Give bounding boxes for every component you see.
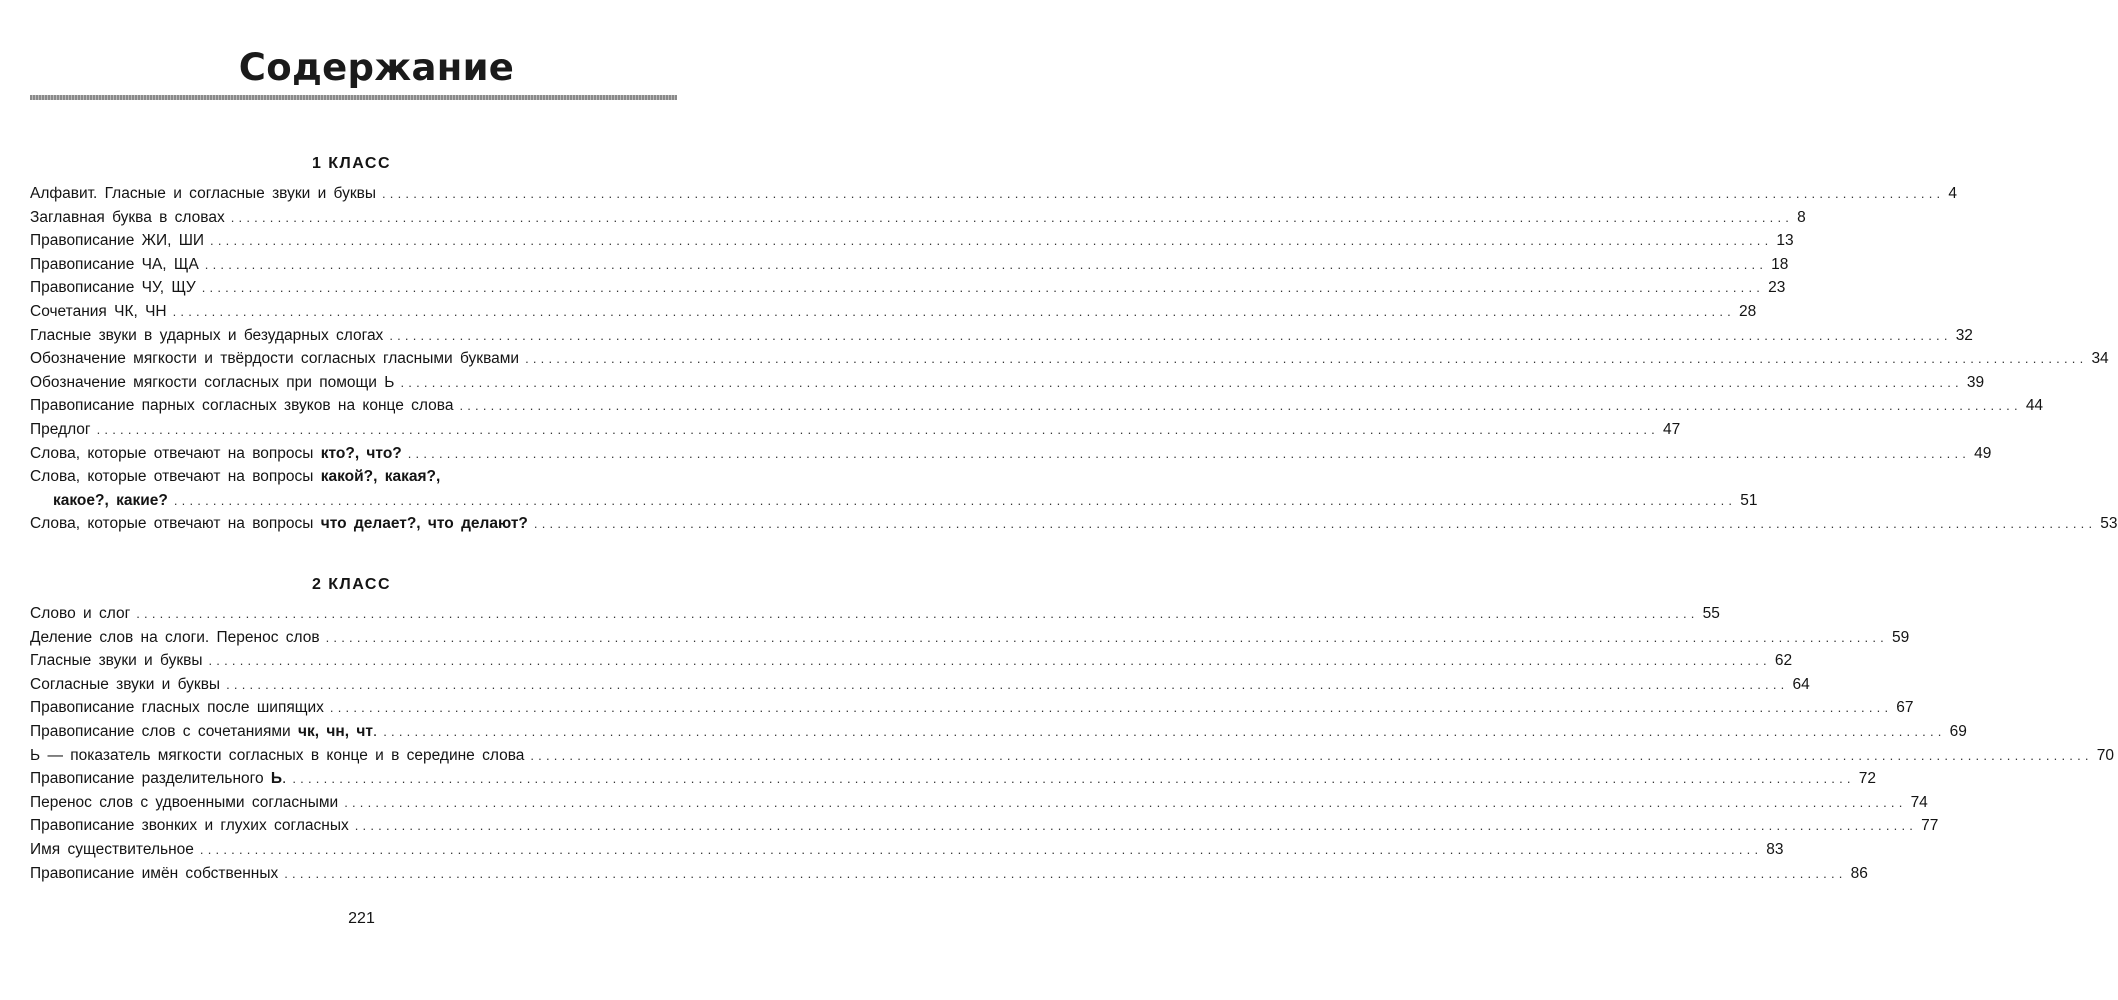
dot-leader: ........................................................................................................................................................................................................ (525, 351, 2088, 367)
toc-entry-text-part: . (282, 770, 287, 788)
toc-entry-title (30, 350, 519, 368)
toc-entry-title (30, 817, 349, 835)
toc-entry-text-part: Имя существительное (30, 840, 194, 858)
dot-leader: ........................................................................................................................................................................................................ (96, 421, 1659, 437)
toc-entry-page-number: 13 (1776, 232, 1794, 250)
toc-entry-text-part: Правописание имён собственных (30, 864, 279, 882)
dot-leader: ........................................................................................................................................................................................................ (381, 186, 1945, 201)
dot-leader: ........................................................................................................................................................................................................ (199, 841, 1763, 857)
toc-entry-text-part: Правописание парных согласных звуков на конце слова (30, 397, 454, 415)
toc-entry[interactable] (30, 373, 1985, 398)
dot-leader: ........................................................................................................................................................................................................ (344, 794, 1907, 810)
toc-entry[interactable] (30, 326, 1973, 351)
dot-leader: ........................................................................................................................................................................................................ (136, 606, 1699, 621)
toc-entry[interactable] (30, 605, 1720, 629)
toc-entry-title (30, 445, 402, 463)
dot-leader: ........................................................................................................................................................................................................ (400, 374, 1963, 390)
toc-entry-text-part: Согласные звуки и буквы (30, 675, 221, 693)
toc-entry[interactable] (30, 255, 1789, 280)
toc-entry-text-part: Гласные звуки и буквы (30, 652, 203, 670)
toc-list-grade-2 (30, 605, 2114, 888)
toc-entry-page-number: 39 (1966, 373, 1985, 391)
toc-entry-text-part: Слово и слог (30, 605, 131, 622)
toc-entry-text-part: Правописание гласных после шипящих (30, 699, 324, 717)
dot-leader: ........................................................................................................................................................................................................ (354, 818, 1918, 834)
dot-leader: ........................................................................................................................................................................................................ (459, 398, 2022, 414)
toc-list-grade-1 (30, 185, 2118, 539)
dot-leader: ........................................................................................................................................................................................................ (173, 492, 1737, 508)
toc-entry-text-part: Правописание слов с сочетаниями (30, 722, 298, 740)
dot-leader: ........................................................................................................................................................................................................ (226, 676, 1789, 692)
dot-leader: ........................................................................................................................................................................................................ (230, 209, 1794, 225)
toc-entry[interactable] (30, 302, 1757, 327)
toc-entry-page-number: 8 (1797, 208, 1806, 226)
toc-entry-title (30, 515, 528, 533)
toc-entry-title (30, 256, 199, 274)
toc-entry[interactable] (30, 793, 1928, 818)
toc-entry-bold-term: какое?, какие? (53, 491, 168, 509)
toc-entry[interactable] (30, 420, 1681, 445)
toc-entry-title (30, 629, 320, 647)
dot-leader: ........................................................................................................................................................................................................ (329, 700, 1893, 716)
toc-entry[interactable] (30, 185, 1957, 209)
toc-entry-page-number: 28 (1739, 302, 1757, 320)
page-number: 221 (348, 910, 375, 927)
toc-entry-bold-term: кто?, что? (320, 444, 402, 462)
toc-entry[interactable] (30, 208, 1806, 233)
dot-leader: ........................................................................................................................................................................................................ (284, 865, 1847, 881)
toc-entry[interactable] (30, 746, 2114, 771)
toc-entry-title (30, 232, 204, 250)
toc-entry-text-part: Правописание ЖИ, ШИ (30, 232, 205, 250)
toc-entry-text-part: Обозначение мягкости согласных при помощи Ь (30, 373, 395, 391)
dot-leader: ........................................................................................................................................................................................................ (325, 629, 1888, 645)
toc-entry-page-number: 62 (1774, 652, 1793, 670)
toc-entry-page-number: 77 (1921, 817, 1939, 835)
toc-entry-page-number: 34 (2091, 350, 2109, 368)
toc-entry-text-part: . (372, 722, 378, 740)
toc-entry-title (30, 468, 440, 486)
section-heading-grade-2: 2 КЛАСС (311, 576, 392, 593)
dot-leader: ........................................................................................................................................................................................................ (292, 771, 1855, 787)
toc-entry-page-number: 23 (1768, 279, 1786, 297)
toc-entry-title (30, 865, 278, 883)
toc-entry-text-part: Перенос слов с удвоенными согласными (30, 793, 339, 811)
toc-entry-page-number: 69 (1949, 722, 1967, 740)
toc-entry-text-part: Слова, которые отвечают на вопросы (30, 515, 321, 533)
toc-entry[interactable] (30, 468, 1758, 515)
toc-entry-page-number: 64 (1792, 675, 1810, 693)
toc-entry[interactable] (30, 397, 2044, 421)
toc-entry[interactable] (30, 722, 1967, 747)
toc-entry-page-number: 59 (1891, 628, 1910, 646)
toc-entry-page-number: 51 (1740, 491, 1758, 509)
toc-entry[interactable] (30, 675, 1810, 700)
toc-entry-text-part: Деление слов на слоги. Перенос слов (30, 628, 320, 646)
toc-entry-title (30, 699, 324, 717)
toc-entry[interactable] (30, 279, 1786, 303)
toc-entry-page-number: 72 (1858, 770, 1876, 788)
toc-entry-text-part: Обозначение мягкости и твёрдости согласных гласными буквами (30, 350, 520, 368)
dot-leader: ........................................................................................................................................................................................................ (530, 747, 2093, 763)
toc-entry-title (30, 185, 376, 203)
page-title: Содержание (238, 46, 515, 89)
toc-entry-bold-term: чк, чн, чт (297, 722, 373, 740)
dot-leader: ........................................................................................................................................................................................................ (201, 280, 1765, 296)
toc-entry[interactable] (30, 232, 1794, 256)
dot-leader: ........................................................................................................................................................................................................ (407, 445, 1971, 461)
dot-leader: ........................................................................................................................................................................................................ (204, 256, 1768, 272)
toc-entry[interactable] (30, 350, 2109, 374)
toc-entry-text-part: Правописание звонких и глухих согласных (30, 817, 349, 835)
toc-entry-page-number: 83 (1766, 840, 1784, 858)
dot-leader: ........................................................................................................................................................................................................ (533, 516, 2097, 532)
dot-leader: ........................................................................................................................................................................................................ (383, 723, 1946, 739)
dot-leader: ........................................................................................................................................................................................................ (210, 233, 1773, 249)
toc-entry-page-number: 86 (1850, 864, 1868, 882)
toc-entry-title (30, 652, 202, 670)
toc-entry-title-continued (53, 492, 168, 510)
toc-entry-title (30, 770, 286, 788)
toc-entry-page-number: 32 (1955, 326, 1973, 344)
toc-entry-title (30, 209, 225, 227)
toc-entry-title (30, 397, 453, 415)
toc-entry-title (30, 676, 220, 694)
toc-entry[interactable] (30, 864, 1868, 889)
toc-entry-page-number: 53 (2100, 515, 2118, 533)
toc-entry-page-number: 67 (1896, 699, 1914, 717)
toc-entry[interactable] (30, 628, 1910, 653)
toc-entry-page-number: 47 (1662, 420, 1681, 438)
toc-entry-text-part: Сочетания ЧК, ЧН (30, 302, 167, 320)
toc-entry-text-part: Правописание ЧУ, ЩУ (30, 279, 196, 297)
section-heading-grade-1: 1 КЛАСС (311, 155, 392, 172)
toc-entry-page-number: 49 (1974, 444, 1992, 462)
dot-leader: ........................................................................................................................................................................................................ (208, 653, 1771, 669)
toc-entry-text-part: Слова, которые отвечают на вопросы (30, 444, 321, 462)
toc-entry-title (30, 421, 91, 439)
toc-entry[interactable] (30, 444, 1992, 469)
toc-entry-page-number: 74 (1910, 793, 1928, 811)
toc-entry-title (30, 747, 524, 765)
toc-entry-title (30, 327, 383, 345)
toc-entry-bold-term: какой?, какая?, (320, 468, 441, 486)
toc-entry[interactable] (30, 699, 1914, 723)
toc-entry[interactable] (30, 840, 1784, 865)
toc-entry-text-part: Слова, которые отвечают на вопросы (30, 468, 321, 486)
title-divider (30, 95, 677, 100)
toc-entry-page-number: 44 (2025, 397, 2044, 415)
toc-entry-title (30, 303, 167, 321)
toc-entry-page-number: 55 (1702, 605, 1720, 622)
toc-entry-title (30, 279, 196, 297)
toc-entry[interactable] (30, 652, 1793, 676)
toc-entry-bold-term: Ь (270, 770, 283, 788)
toc-entry-text-part: Правописание ЧА, ЩА (30, 255, 199, 273)
toc-entry-page-number: 18 (1771, 255, 1789, 273)
toc-entry[interactable] (30, 817, 1939, 841)
toc-entry-text-part: Правописание разделительного (30, 770, 271, 788)
toc-entry[interactable] (30, 515, 2118, 539)
toc-entry-title (30, 374, 394, 392)
toc-entry-title (30, 794, 338, 812)
toc-entry-title (30, 605, 130, 623)
toc-entry-page-number: 70 (2096, 746, 2114, 764)
toc-entry-text-part: Предлог (30, 420, 91, 438)
dot-leader: ........................................................................................................................................................................................................ (389, 327, 1952, 343)
toc-entry-text-part: Ь — показатель мягкости согласных в конце и в середине слова (30, 746, 525, 764)
dot-leader: ........................................................................................................................................................................................................ (172, 303, 1735, 319)
toc-entry-page-number: 4 (1948, 185, 1957, 202)
toc-entry-text-part: Алфавит. Гласные и согласные звуки и буквы (30, 185, 376, 202)
toc-entry[interactable] (30, 770, 1876, 794)
toc-entry-title (30, 723, 377, 741)
toc-entry-text-part: Заглавная буква в словах (30, 208, 225, 226)
toc-entry-text-part: Гласные звуки в ударных и безударных слогах (30, 326, 384, 344)
toc-entry-title (30, 841, 194, 859)
toc-entry-bold-term: что делает?, что делают? (320, 515, 528, 533)
